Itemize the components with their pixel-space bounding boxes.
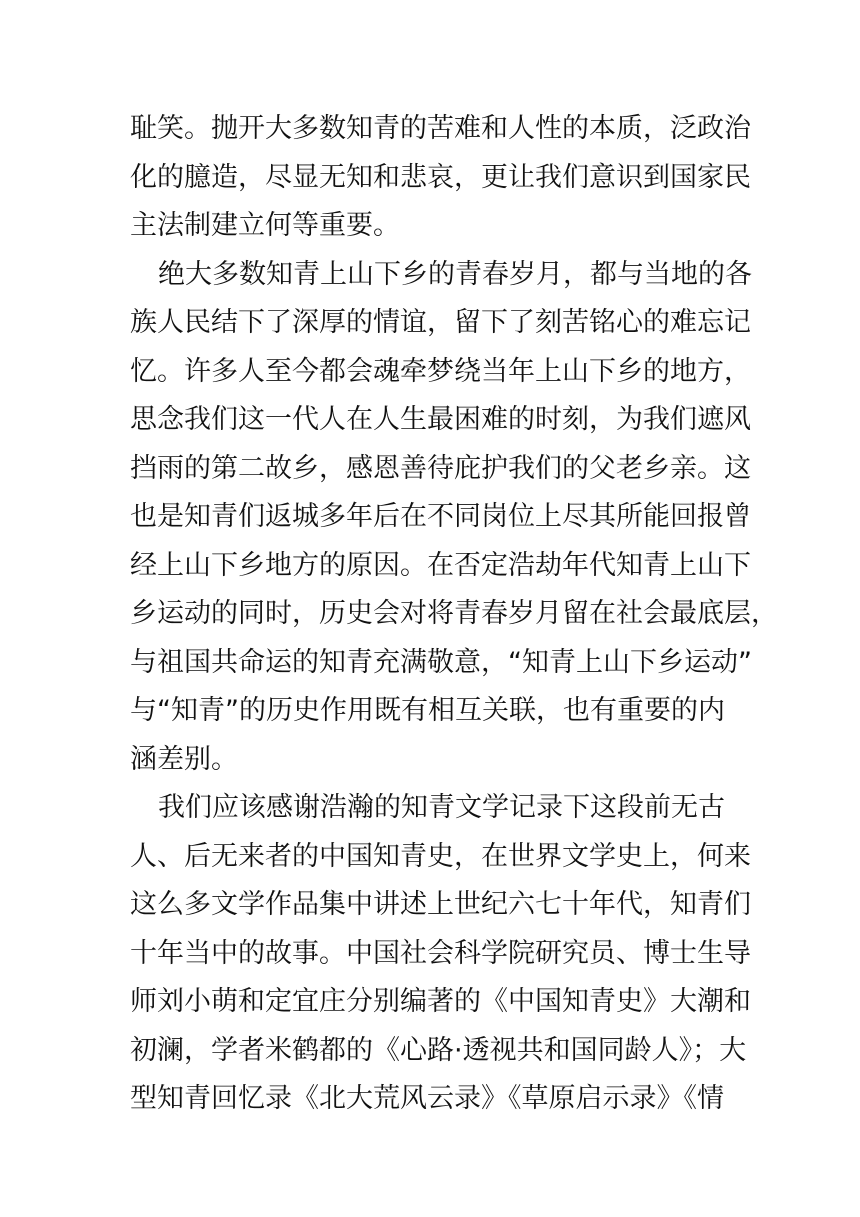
text-line: 族人民结下了深厚的情谊，留下了刻苦铭心的难忘记 [130,307,751,338]
text-line: 思念我们这一代人在人生最困难的时刻，为我们遮风 [130,404,751,435]
body-text [130,105,778,1124]
text-line: 型知青回忆录《北大荒风云录》《草原启示录》《情 [130,1083,724,1114]
text-line: 乡运动的同时，历史会对将青春岁月留在社会最底层， [130,598,778,629]
text-line: 化的臆造，尽显无知和悲哀，更让我们意识到国家民 [130,161,751,193]
text-line: 挡雨的第二故乡，感恩善待庇护我们的父老乡亲。这 [130,452,751,484]
text-line: 主法制建立何等重要。 [130,210,400,241]
text-line: 人、后无来者的中国知青史，在世界文学史上，何来 [130,840,751,872]
text-line: 忆。许多人至今都会魂牵梦绕当年上山下乡的地方， [130,355,751,387]
text-line: 这么多文学作品集中讲述上世纪六七十年代，知青们 [130,889,751,920]
text-line: 经上山下乡地方的原因。在否定浩劫年代知青上山下 [130,549,751,581]
text-line: 与祖国共命运的知青充满敬意，“知青上山下乡运动” [130,646,752,678]
text-line: 涵差别。 [130,743,238,775]
text-line: 师刘小萌和定宜庄分别编著的《中国知青史》大潮和 [130,986,751,1017]
text-line: 十年当中的故事。中国社会科学院研究员、博士生导 [130,937,751,969]
text-line: 初澜，学者米鹤都的《心路·透视共和国同龄人》；大 [130,1034,747,1066]
text-line: 也是知青们返城多年后在不同岗位上尽其所能回报曾 [130,501,751,532]
text-line: 与“知青”的历史作用既有相互关联，也有重要的内 [130,695,725,726]
paragraph-start-line: 我们应该感谢浩瀚的知青文学记录下这段前无古 [158,792,725,823]
paragraph-start-line: 绝大多数知青上山下乡的青春岁月，都与当地的各 [158,258,752,290]
text-line: 耻笑。抛开大多数知青的苦难和人性的本质，泛政治 [130,113,751,144]
